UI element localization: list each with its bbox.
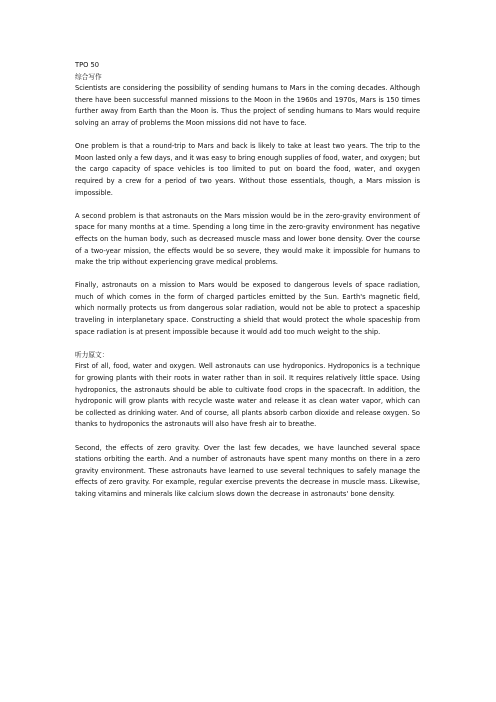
document-page xyxy=(75,60,420,512)
reading-paragraph-3: A second problem is that astronauts on the Mars mission would be in the zero-gravity environment of space for many months at a time. Spending a long time in the zero-gravity environment has negative effects on the human body, such as decreased muscle mass and lower bone density. Over the course of a two-year mission, the effects would be so severe, they would make it impossible for humans to make the trip without experiencing grave medical problems. xyxy=(75,211,420,267)
listening-heading: 听力原文： xyxy=(75,350,109,359)
reading-paragraph-1: Scientists are considering the possibility of sending humans to Mars in the coming decades. Although there have been successful manned missions to the Moon in the 1960s and 1970s, Mars is 150 times further away from Earth than the Moon is. Thus the project of sending humans to Mars would require solving an array of problems the Moon missions did not have to face. xyxy=(75,84,420,127)
reading-paragraph-2: One problem is that a round-trip to Mars and back is likely to take at least two years. The trip to the Moon lasted only a few days, and it was easy to bring enough supplies of food, water, and oxygen; but the cargo capacity of space vehicles is too limited to put on board the food, water, and oxygen required by a crew for a period of two years. Without those essentials, though, a Mars mission is impossible. xyxy=(75,142,420,197)
document-title: TPO 50 xyxy=(75,61,100,69)
reading-paragraph-4: Finally, astronauts on a mission to Mars would be exposed to dangerous levels of space radiation, much of which comes in the form of charged particles emitted by the Sun. Earth's magnetic field, which normally protects us from dangerous solar radiation, would not be able to protect a spaceship traveling in interplanetary space. Constructing a shield that would protect the whole spaceship from space radiation is at present impossible because it would add too much weight to the ship. xyxy=(75,281,420,336)
reading-heading: 综合写作 xyxy=(75,72,102,81)
listening-paragraph-1: First of all, food, water and oxygen. Well astronauts can use hydroponics. Hydroponics is a technique for growing plants with their roots in water rather than in soil. It requires relatively little space. Using hydroponics, the astronauts should be able to cultivate food crops in the spacecraft. In addition, the hydroponic will grow plants with recycle waste water and release it as clean water vapor, which can be collected as drinking water. And of course, all plants absorb carbon dioxide and release oxygen. So thanks to hydroponics the astronauts will also have fresh air to breathe. xyxy=(75,362,420,429)
listening-paragraph-2: Second, the effects of zero gravity. Over the last few decades, we have launched several space stations orbiting the earth. And a number of astronauts have spent many months on there in a zero gravity environment. These astronauts have learned to use several techniques to safely manage the effects of zero gravity. For example, regular exercise prevents the decrease in muscle mass. Likewise, taking vitamins and minerals like calcium slows down the decrease in astronauts' bone density. xyxy=(75,443,420,498)
